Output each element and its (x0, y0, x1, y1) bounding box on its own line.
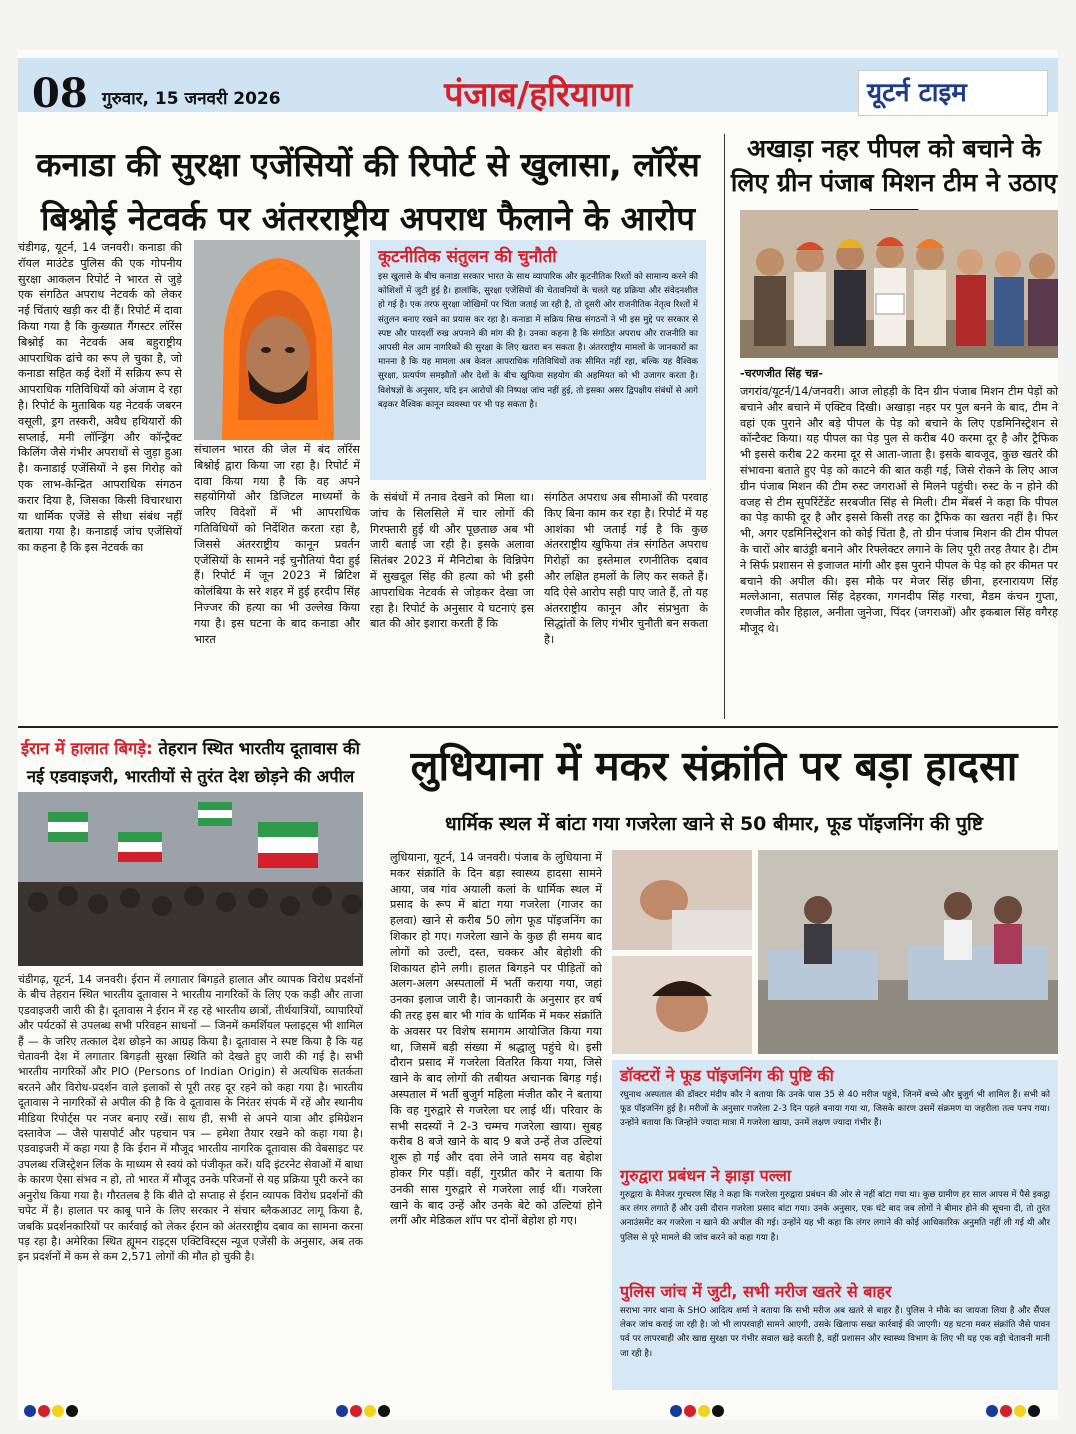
diplomatic-box-text: इस खुलासे के बीच कनाडा सरकार भारत के साथ व्यापारिक और कूटनीतिक रिश्तों को सामान्य करने की कोशिशों में जुटी हुई है। हालांकि, सुरक्षा एजेंसियों की चेतावनियों के चलते यह प्रक्रिया और संवेदनशील हो गई है। एक तरफ सुरक्षा जोखिमों पर चिंता जताई जा रही है, तो दूसरी ओर राजनीतिक नेतृत्व रिश्तों में संतुलन बनाए रखने का प्रयास कर रहा है। कनाडा में सक्रिय सिख संगठनों ने भी इस मुद्दे पर सरकार से स्पष्ट और पारदर्शी रुख अपनाने की मांग की है। उनका कहना है कि संगठित अपराध और राजनीति का आपसी मेल आम नागरिकों की सुरक्षा के लिए खतरा बन सकता है। अंतरराष्ट्रीय मामलों के जानकारों का मानना है कि यह मामला अब केवल आपराधिक गतिविधियों तक सीमित नहीं रहा, बल्कि यह वैश्विक सुरक्षा, प्रत्यर्पण समझौतों और देशों के बीच खुफिया सहयोग की अहमियत को भी उजागर करता है। विशेषज्ञों के अनुसार, यदि इन आरोपों की निष्पक्ष जांच नहीं हुई, तो इसका असर द्विपक्षीय संबंधों से आगे बढ़कर वैश्विक कानून व्यवस्था पर भी पड़ सकता है। (378, 272, 698, 410)
story2-credit: -चरणजीत सिंह चन्न- (740, 367, 823, 380)
patient-photo-2 (612, 956, 752, 1054)
green-punjab-team-photo (740, 210, 1058, 358)
gurudwara-management-text: गुरुद्वारा के मैनेजर गुरचरण सिंह ने कहा कि गजरेला गुरुद्वारा प्रबंधन की ओर से नहीं बांटा गया था। कुछ ग्रामीण हर साल आपस में पैसे इकट्ठा कर लंगर लगाते हैं और उसी दौरान गजरेला प्रसाद बांटा गया। उनके अनुसार, एक घंटे बाद जब लोगों ने बीमार होने की सूचना दी, तो तुरंत अनाउंसमेंट कर गजरेला न खाने की अपील की गई। उन्होंने यह भी कहा कि लंगर लगाने की कोई आधिकारिक अनुमति नहीं ली गई थी और पुलिस से पूरे मामले की जांच करने को कहा गया है। (620, 1190, 1050, 1243)
story1-column-4: संगठित अपराध अब सीमाओं की परवाह किए बिना काम कर रहा है। रिपोर्ट में यह आशंका भी जताई गई है कि कुछ अंतरराष्ट्रीय खुफिया तंत्र संगठित अपराध गिरोहों का इस्तेमाल रणनीतिक दबाव और लक्षित हमलों के लिए कर सकते हैं। यदि ऐसे आरोप सही पाए जाते हैं, तो यह अंतरराष्ट्रीय कानून और संप्रभुता के सिद्धांतों के लिए गंभीर चुनौती बन सकता है। (544, 491, 708, 647)
person-hoodie-icon (194, 240, 360, 440)
story3-headline-kicker: ईरान में हालात बिगड़े: (21, 739, 153, 758)
patient-photo-1 (612, 850, 752, 950)
story2-headline: अखाड़ा नहर पीपल को बचाने के लिए ग्रीन पंजाब मिशन टीम ने उठाए (730, 134, 1058, 197)
patient-bed-icon (612, 850, 752, 950)
story1-column-3: के संबंधों में तनाव देखने को मिला था। जांच के सिलसिले में चार लोगों की गिरफ्तारी हुई थी और पूछताछ अब भी जारी बताई जा रही है। इसके अलावा सितंबर 2023 में मैनिटोबा के विन्निपेग में सुखदूल सिंह की हत्या को भी इसी आपराधिक नेटवर्क से जोड़कर देखा जा रहा है। रिपोर्ट के अनुसार ये घटनाएं इस बात की ओर इशारा करती हैं कि (370, 491, 534, 631)
story4-text: लुधियाना, यूटर्न, 14 जनवरी। पंजाब के लुधियाना में मकर संक्रांति के दिन बड़ा स्वास्थ्य हादसा सामने आया, जब गांव अयाली कलां के धार्मिक स्थल में प्रसाद के रूप में बांटा गया गजरेला (गाजर का हलवा) खाने से करीब 50 लोग फूड पॉइजनिंग का शिकार हो गए। गजरेला खाने के कुछ ही समय बाद लोगों को उल्टी, दस्त, चक्कर और बेहोशी की शिकायत होने लगी। हालत बिगड़ने पर पीड़ितों को अलग-अलग अस्पतालों में भर्ती कराया गया, जहां उनका इलाज जारी है। जानकारी के अनुसार हर वर्ष की तरह इस बार भी गांव के धार्मिक में मकर संक्रांति के अवसर पर विशेष समागम आयोजित किया गया था, जिसमें बड़ी संख्या में श्रद्धालु पहुंचे थे। इसी दौरान प्रसाद में गजरेला वितरित किया गया, जिसे खाने के बाद लोगों की तबीयत अचानक बिगड़ गई। अस्पताल में भर्ती बुजुर्ग महिला मंजीत कौर ने बताया कि वह गुरुद्वारे से गजरेला घर लाई थीं। परिवार के सभी सदस्यों ने 2-3 चम्मच गजरेला खाया। सुबह करीब 8 बजे खाने के बाद 9 बजे उन्हें तेज उल्टियां शुरू हो गई और दवा लेने जाते समय वह बेहोश होकर गिर पड़ीं। वहीं, गुरप्रीत कौर ने बताया कि उनकी सास गुरुद्वारे से गजरेला लाई थीं। गजरेला खाने के बाद उन्हें और उनके बेटे को उल्टियां होने लगीं और मेडिकल शॉप पर दोनों बेहोश हो गए। (390, 851, 602, 1228)
story2-text: जगरांव/यूटर्न/14/जनवरी। आज लोहड़ी के दिन ग्रीन पंजाब मिशन टीम पेड़ों को बचाने और बचाने में एक्टिव दिखी। अखाड़ा नहर पर पुल बनने के बाद, टीम ने वहां एक पुराने और बड़े पीपल के पेड़ को बचाने के लिए एडमिनिस्ट्रेशन से कॉन्टैक्ट किया। यह पीपल का पेड़ पुल से करीब 40 करमा दूर है और ट्रैफिक भी इससे करीब 22 करमा दूर से आता-जाता है। इसके बावजूद, कुछ खतरे की संभावना बताते हुए पेड़ को काटने की बात कही गई, जिसे रोकने के लिए आज ग्रीन पंजाब मिशन की टीम रुस्ट जगराओं से मिलने पहुंची। रुस्ट के न होने की वजह से टीम सुपरिंटेंडेंट सरबजीत सिंह से मिली। टीम मेंबर्स ने कहा कि पीपल का पेड़ काफी दूर है और इससे किसी तरह का ट्रैफिक का खतरा नहीं है। फिर भी, अगर एडमिनिस्ट्रेशन को कोई चिंता है, तो ग्रीन पंजाब मिशन की टीम पीपल के चारों ओर बाउंड्री बनाने और रिफ्लेक्टर लगाने के लिए पूरी तरह तैयार है। टीम ने सिर्फ प्रशासन से इजाजत मांगी और इस पुराने पीपल के पेड़ को हर कीमत पर बचाने की अपील की। इस मौके पर मेजर सिंह छीना, हरनारायण सिंह मल्लेआना, सतपाल सिंह देहरका, गगनदीप सिंह गरचा, मैडम कंचन गुप्ता, रणजीत कौर हिहाल, अनीता जुनेजा, पिंदर (जगराओं) और इकबाल सिंह वगैरह मौजूद थे। (740, 385, 1058, 635)
story3-headline-main: तेहरान स्थित भारतीय दूतावास की नई एडवाइजरी, भारतीयों से तुरंत देश छोड़ने की अपील (26, 739, 360, 786)
doctors-confirm-title: डॉक्टरों ने फूड पॉइजनिंग की पुष्टि की (620, 1066, 834, 1085)
hospital-ward-icon (758, 850, 1058, 1054)
color-dots-mid1 (336, 1402, 392, 1414)
column-divider (724, 134, 725, 719)
group-people-icon (740, 210, 1058, 358)
color-dots-left (24, 1402, 80, 1414)
masthead-band (18, 58, 1058, 117)
section-title: पंजाब/हरियाणा (444, 75, 632, 115)
police-probe-text: सराभा नगर थाना के SHO आदित्य शर्मा ने बताया कि सभी मरीज अब खतरे से बाहर हैं। पुलिस ने मौके का जायजा लिया है और सैंपल लेकर जांच कराई जा रही है। जो भी लापरवाही सामने आएगी, उसके खिलाफ सख्त कार्रवाई की जाएगी। यह घटना मकर संक्रांति जैसे पावन पर्व पर लापरवाही और खाद्य सुरक्षा पर गंभीर सवाल खड़े करती है, वहीं प्रशासन और स्वास्थ्य विभाग के लिए भी यह एक बड़ी चेतावनी मानी जा रही है। (620, 1306, 1050, 1359)
hospital-ward-photo (758, 850, 1058, 1054)
iran-protest-photo (18, 792, 363, 966)
diplomatic-balance-box (370, 240, 706, 480)
color-dots-mid2 (670, 1402, 726, 1414)
story3-headline (18, 735, 363, 791)
doctors-confirm-text: रघुनाथ अस्पताल की डॉक्टर मंदीप कौर ने बताया कि उनके पास 35 से 40 मरीज पहुंचे, जिनमें बच्चे और बुजुर्ग भी शामिल हैं। सभी को फूड पॉइजनिंग हुई है। मरीजों के अनुसार गजरेला 2-3 दिन पहले बनाया गया था, जिसके कारण उसमें संक्रमण या जहरीला तत्व पनप गया। उन्होंने बताया कि जिन्होंने ज्यादा मात्रा में गजरेला खाया, उनमें लक्षण ज्यादा गंभीर हैं। (620, 1090, 1050, 1129)
police-probe-title: पुलिस जांच में जुटी, सभी मरीज खतरे से बाहर (620, 1282, 892, 1301)
color-dots-right (986, 1402, 1042, 1414)
story1-column-1: चंडीगढ़, यूटर्न, 14 जनवरी। कनाडा की रॉयल माउंटेड पुलिस की एक गोपनीय सुरक्षा आकलन रिपोर्ट ने भारत से जुड़े एक संगठित अपराध नेटवर्क को लेकर नई चिंताएं खड़ी कर दी हैं। रिपोर्ट में दावा किया गया है कि कुख्यात गैंगस्टर लॉरेंस बिश्नोई का नेटवर्क अब बहुराष्ट्रीय आपराधिक ढांचे का रूप ले चुका है, जो कनाडा सहित कई देशों में सक्रिय रूप से आपराधिक गतिविधियों को अंजाम दे रहा है। रिपोर्ट के मुताबिक यह नेटवर्क जबरन वसूली, ड्रग तस्करी, अवैध हथियारों की सप्लाई, मनी लॉन्ड्रिंग और कॉन्ट्रैक्ट किलिंग जैसे गंभीर अपराधों से जुड़ा हुआ है। कनाडाई एजेंसियों ने इस गिरोह को एक लाभ-केन्द्रित आपराधिक संगठन करार दिया है, जिसका किसी विचारधारा या धार्मिक एजेंडे से सीधा संबंध नहीं बताया गया है। कनाडाई जांच एजेंसियों का कहना है कि इस नेटवर्क का (18, 241, 182, 555)
story1-column-2: संचालन भारत की जेल में बंद लॉरेंस बिश्नोई द्वारा किया जा रहा है। रिपोर्ट में दावा किया गया है कि वह अपने सहयोगियों और डिजिटल माध्यमों के जरिए विदेशों में भी आपराधिक गतिविधियों को निर्देशित करता रहा है, जिससे अंतरराष्ट्रीय कानून प्रवर्तन एजेंसियों के सामने नई चुनौतियां पैदा हुई हैं। रिपोर्ट में जून 2023 में ब्रिटिश कोलंबिया के सरे शहर में हुई हरदीप सिंह निज्जर की हत्या का भी उल्लेख किया गया है। इस घटना के बाद कनाडा और भारत (194, 443, 360, 646)
gangster-photo (194, 240, 360, 440)
issue-date: गुरुवार, 15 जनवरी 2026 (102, 89, 281, 109)
patient-bed-icon (612, 956, 752, 1054)
story1-headline: कनाडा की सुरक्षा एजेंसियों की रिपोर्ट से खुलासा, लॉरेंस बिश्नोई नेटवर्क पर अंतरराष्ट्रीय अपराध फैलाने के आरोप (36, 145, 700, 238)
story4-subheadline: धार्मिक स्थल में बांटा गया गजरेला खाने से 50 बीमार, फूड पॉइजनिंग की पुष्टि (445, 813, 983, 835)
logo-text: यूटर्न टाइम (867, 78, 967, 108)
page-number: 08 (32, 70, 88, 117)
story3-text: चंडीगढ़, यूटर्न, 14 जनवरी। ईरान में लगातार बिगड़ते हालात और व्यापक विरोध प्रदर्शनों के बीच तेहरान स्थित भारतीय दूतावास ने भारतीय नागरिकों के लिए एक कड़ी और ताजा एडवाइजरी जारी की है। दूतावास ने ईरान में रह रहे भारतीय छात्रों, तीर्थयात्रियों, व्यापारियों और पर्यटकों से उपलब्ध सभी परिवहन साधनों — जिनमें कमर्शियल फ्लाइट्स भी शामिल हैं — के जरिए तत्काल देश छोड़ने का आग्रह किया है। दूतावास ने स्पष्ट किया है कि यह चेतावनी देश में लगातार बिगड़ती सुरक्षा स्थिति को देखते हुए जारी की गई है। सभी भारतीय नागरिकों और PIO (Persons of Indian Origin) से अत्यधिक सतर्कता बरतने और विरोध-प्रदर्शन वाले इलाकों से पूरी तरह दूर रहने को कहा गया है। भारतीय दूतावास ने नागरिकों से अपील की है कि वे दूतावास के निरंतर संपर्क में रहें और स्थानीय मीडिया रिपोर्ट्स पर नजर बनाए रखें। साथ ही, सभी से अपने यात्रा और इमिग्रेशन दस्तावेज — जैसे पासपोर्ट और पहचान पत्र — हमेशा तैयार रखने को कहा गया है। एडवाइजरी में कहा गया है कि ईरान में मौजूद भारतीय नागरिक दूतावास की वेबसाइट पर उपलब्ध रजिस्ट्रेशन लिंक के माध्यम से स्वयं को पंजीकृत करें। यदि इंटरनेट सेवाओं में बाधा के कारण ऐसा संभव न हो, तो भारत में मौजूद उनके परिजनों से यह प्रक्रिया पूरी करने का अनुरोध किया गया है। गौरतलब है कि बीते दो सप्ताह से ईरान व्यापक विरोध प्रदर्शनों की चपेट में है। हालात पर काबू पाने के लिए सरकार ने संचार ब्लैकआउट लागू किया है, जबकि प्रदर्शनकारियों पर कार्रवाई को लेकर ईरान को अंतरराष्ट्रीय दबाव का सामना करना पड़ रहा है। अमेरिका स्थित ह्यूमन राइट्स एक्टिविस्ट्स न्यूज एजेंसी के अनुसार, अब तक इन प्रदर्शनों में कम से कम 2,571 लोगों की मौत हो चुकी है। (18, 973, 363, 1264)
crowd-flags-icon (18, 792, 363, 966)
story4-sidebar-box (612, 1060, 1058, 1390)
gurudwara-management-title: गुरुद्वारा प्रबंधन ने झाड़ा पल्ला (620, 1166, 791, 1185)
registration-marks (18, 1394, 1058, 1420)
diplomatic-box-title: कूटनीतिक संतुलन की चुनौती (378, 247, 557, 267)
newspaper-logo (858, 70, 1048, 116)
newspaper-page (18, 50, 1058, 1420)
story4-headline: लुधियाना में मकर संक्रांति पर बड़ा हादसा (410, 742, 1018, 790)
horizontal-divider (18, 726, 1058, 728)
